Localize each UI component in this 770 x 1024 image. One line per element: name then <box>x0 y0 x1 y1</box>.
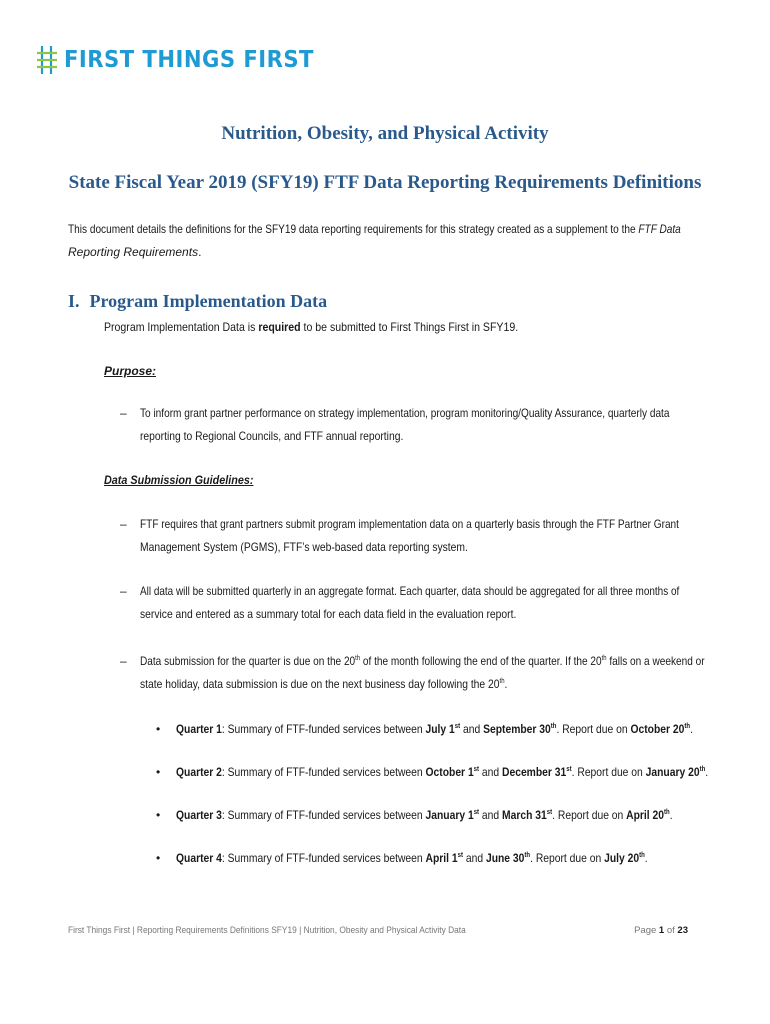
dash-marker: – <box>120 584 127 598</box>
section-heading <box>68 291 327 312</box>
intro-italic-ref-2: Reporting Requirements <box>68 245 199 259</box>
quarter-label: Quarter 1 <box>176 722 222 736</box>
guideline-1-text-2: Management System (PGMS), FTF’s web-based data reporting system. <box>140 540 468 554</box>
quarter-item <box>156 847 724 870</box>
dash-marker: – <box>120 654 127 668</box>
section-intro-line <box>104 316 575 339</box>
guidelines-label-text: Data Submission Guidelines: <box>104 473 254 487</box>
superscript: st <box>454 723 461 730</box>
superscript: th <box>699 766 706 773</box>
quarter-start: July 1 <box>425 722 455 736</box>
section-number: I. <box>68 291 80 311</box>
superscript: th <box>355 655 361 662</box>
quarter-due-date: October 20 <box>630 722 685 736</box>
quarter-due-date: July 20 <box>604 851 640 865</box>
quarter-and: and <box>462 851 486 865</box>
footer-text: First Things First | Reporting Requirements Definitions SFY19 | Nutrition, Obesity and Physical Activity Data <box>68 925 466 936</box>
intro-italic-ref: FTF Data <box>638 222 681 236</box>
quarter-label: Quarter 3 <box>176 808 222 822</box>
quarter-and: and <box>460 722 484 736</box>
bullet-marker: • <box>156 808 161 822</box>
superscript: th <box>664 809 670 816</box>
document-subtitle: State Fiscal Year 2019 (SFY19) FTF Data Reporting Requirements Definitions <box>68 172 702 193</box>
intro-paragraph <box>68 218 681 264</box>
quarter-end: June 30 <box>485 851 525 865</box>
intro-end: . <box>198 245 202 259</box>
section-intro-text: Program Implementation Data is <box>104 320 259 334</box>
g3-part-c: falls on a weekend or <box>606 654 705 668</box>
quarter-item <box>156 804 753 827</box>
superscript: st <box>457 852 463 859</box>
superscript: st <box>473 766 480 773</box>
quarter-item <box>156 761 770 784</box>
quarter-due-label: . Report due on <box>552 808 627 822</box>
superscript: th <box>524 852 531 859</box>
quarter-label: Quarter 4 <box>176 851 222 865</box>
period: . <box>705 765 709 779</box>
guideline-item-2 <box>120 580 690 626</box>
superscript: th <box>499 678 505 685</box>
quarter-due-date: January 20 <box>645 765 700 779</box>
document-title: Nutrition, Obesity, and Physical Activity <box>221 123 549 144</box>
dash-marker: – <box>120 517 127 531</box>
g3-part-a: Data submission for the quarter is due on the 20 <box>140 654 356 668</box>
guidelines-label <box>104 469 270 492</box>
g3-line2: state holiday, data submission is due on the next business day following the 20 <box>140 677 500 691</box>
superscript: st <box>566 766 572 773</box>
period: . <box>504 677 508 691</box>
quarter-desc: : Summary of FTF-funded services between <box>221 765 426 779</box>
guideline-item-3 <box>120 650 705 696</box>
guideline-item-1 <box>120 513 690 559</box>
quarter-due-label: . Report due on <box>530 851 605 865</box>
dash-marker: – <box>120 406 127 420</box>
logo-text: FIRST THINGS FIRST <box>64 47 314 73</box>
guideline-2-text-2: service and entered as a summary total for each data field in the evaluation report. <box>140 607 517 621</box>
page-of: of <box>664 925 678 936</box>
quarter-label: Quarter 2 <box>176 765 222 779</box>
quarter-due-label: . Report due on <box>571 765 646 779</box>
purpose-item <box>120 402 690 448</box>
section-title: Program Implementation Data <box>89 291 328 311</box>
guideline-3-text-1 <box>140 650 705 673</box>
purpose-text-1: To inform grant partner performance on strategy implementation, program monitoring/Quality Assurance, quarterly data <box>140 406 670 420</box>
quarter-end: December 31 <box>502 765 567 779</box>
quarter-due-label: . Report due on <box>556 722 631 736</box>
page-label: Page <box>634 925 659 936</box>
period: . <box>690 722 693 736</box>
required-emphasis: required <box>258 320 301 334</box>
intro-text: This document details the definitions for the SFY19 data reporting requirements for this strategy created as a supplement to the <box>68 222 639 236</box>
bullet-marker: • <box>156 722 161 736</box>
quarter-start: October 1 <box>425 765 474 779</box>
quarter-desc: : Summary of FTF-funded services between <box>221 722 426 736</box>
bullet-marker: • <box>156 851 161 865</box>
hashtag-logo-icon <box>36 44 58 76</box>
purpose-label-text: Purpose: <box>104 364 157 378</box>
guideline-1-text-1: FTF requires that grant partners submit program implementation data on a quarterly basis through the FTF Partner Grant <box>140 517 679 531</box>
page-footer <box>68 925 688 936</box>
period: . <box>644 851 648 865</box>
purpose-label <box>104 360 156 383</box>
guideline-2-text-1: All data will be submitted quarterly in an aggregate format. Each quarter, data should be aggregated for all three months of <box>140 584 680 598</box>
guideline-3-text-2 <box>140 673 613 696</box>
superscript: th <box>550 723 557 730</box>
quarter-and: and <box>479 765 503 779</box>
superscript: st <box>473 809 480 816</box>
superscript: th <box>684 723 691 730</box>
purpose-text-2: reporting to Regional Councils, and FTF annual reporting. <box>140 429 404 443</box>
quarter-and: and <box>479 808 503 822</box>
quarter-due-date: April 20 <box>626 808 665 822</box>
quarter-start: January 1 <box>425 808 474 822</box>
quarter-start: April 1 <box>425 851 458 865</box>
quarter-desc: : Summary of FTF-funded services between <box>221 808 426 822</box>
superscript: th <box>639 852 645 859</box>
g3-part-b: of the month following the end of the quarter. If the 20 <box>360 654 602 668</box>
quarter-end: September 30 <box>483 722 551 736</box>
quarter-desc: : Summary of FTF-funded services between <box>221 851 426 865</box>
page-total: 23 <box>677 925 688 936</box>
period: . <box>669 808 673 822</box>
section-intro-text-end: to be submitted to First Things First in SFY19. <box>300 320 519 334</box>
superscript: st <box>546 809 553 816</box>
bullet-marker: • <box>156 765 161 779</box>
brand-logo <box>36 44 336 76</box>
page-current: 1 <box>658 925 665 936</box>
quarter-end: March 31 <box>502 808 547 822</box>
page-number <box>634 925 688 936</box>
superscript: th <box>601 655 607 662</box>
quarter-item <box>156 718 770 741</box>
